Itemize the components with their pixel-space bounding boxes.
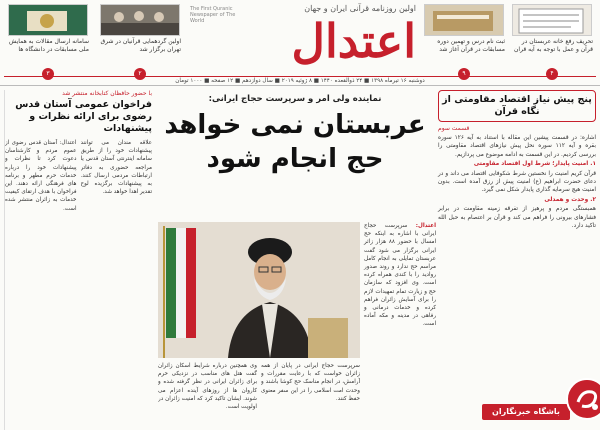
lead-story[interactable]	[156, 90, 434, 430]
lead-story-columns	[158, 362, 360, 428]
masthead	[0, 0, 600, 86]
story-lead: اعتدال:	[415, 223, 436, 229]
promo-thumbnail	[8, 4, 88, 36]
promo-caption: سامانه ارسال مقالات به همایش ملی مسابقات در دانشگاه ها	[8, 38, 89, 53]
newspaper-logo: اعتدال	[291, 14, 416, 68]
promo-image-icon	[424, 5, 503, 36]
article-kicker: با حضور حافظان کتابخانه منتشر شد	[62, 90, 152, 97]
article-paragraph: همبستگی مردم و پرهیز از تفرقه زمینه مقاومت در برابر فشارهای بیرونی را فراهم می کند و قرآن بر اعتصام به حبل الله تاکید دارد.	[438, 206, 596, 230]
promo-box[interactable]	[4, 4, 92, 80]
tagline-english: The First Quranic Newspaper of The World	[190, 6, 236, 24]
headline-line: عربستان نمی خواهد	[164, 110, 426, 140]
promo-box[interactable]	[96, 4, 184, 80]
promo-caption: اولین گردهمایی قرآنیان در شرق تهران برگزار شد	[100, 38, 181, 53]
promo-image-icon	[8, 5, 87, 36]
promo-box[interactable]	[420, 4, 508, 80]
article-subheading: ۱. امنیت پایدار؛ شرط اول اقتصاد مقاومتی	[473, 161, 596, 168]
headline-line: حج انجام شود	[206, 144, 384, 174]
story-body: سرپرست حجاج ایرانی با اشاره به اینکه حج امسال با حضور ۸۸ هزار زائر ایرانی برگزار می شود گفت عربستان تمایلی به انجام کامل مراسم حج ندارد و روند صدور روادید را با کندی همراه کرده است. وی افزود که سازمان حج و زیارت تمام تمهیدات لازم را برای آسایش زائران فراهم کرده و خدمات درمانی و رفاهی در مدینه و مکه آماده است.	[364, 223, 436, 328]
promo-caption: ثبت نام درس و تهمین دوره مسابقات در قرآن آغاز شد	[437, 38, 505, 53]
cleric-portrait-icon	[158, 222, 360, 358]
story-paragraph	[364, 222, 436, 329]
watermark-badge[interactable]	[482, 370, 598, 426]
promo-page-number: ۹	[458, 68, 470, 80]
article-author: قسمت سوم	[438, 125, 470, 132]
article-title: فراخوان عمومی آستان قدس رضوی برای ارائه نظرات و پیشنهادات	[15, 99, 152, 134]
promo-thumbnail	[424, 4, 504, 36]
article-title: پنج پیش نیاز اقتصاد مقاومتی از نگاه قرآن	[442, 94, 592, 117]
promo-caption: تحریف رفع خانه عربستان در قرآن و عمل با توجه به آیه قران	[514, 38, 593, 53]
promo-image-icon	[100, 5, 179, 36]
dateline: دوشنبه ۱۶ تیرماه ۱۳۹۸ ■ ۲۴ ذوالقعده ۱۴۴۰ ■ ۸ ژوئیه ۲۰۱۹ ■ سال دوازدهم ■ ۱۲ صفحه ■ ۱۰۰۰ تومان	[4, 76, 596, 85]
lead-headline	[156, 108, 434, 176]
badge-label: باشگاه خبرنگاران	[482, 404, 570, 420]
promo-image-icon	[512, 5, 591, 36]
article-column: علاقه مندان می توانند پیشنهادات خود را از طریق سامانه اینترنتی آستان قدس یا مراجعه حضوری به دفاتر ارتباطات مردمی ارسال کنند. به پیشنهادات برگزیده لوح تقدیر اهدا خواهد شد.	[80, 140, 152, 196]
promo-thumbnail	[100, 4, 180, 36]
article-subheading: ۲. وحدت و همدلی	[544, 196, 596, 203]
story-column: سرپرست حجاج ایرانی در پایان از همه زائران خواست که با رعایت مقررات و آرامش، در انجام مناسک حج کوشا باشند و وحدت امت اسلامی را در این سفر معنوی حفظ کنند.	[261, 363, 360, 402]
article-columns	[5, 139, 152, 403]
article-body	[438, 134, 596, 230]
promo-page-number: ۴	[546, 68, 558, 80]
lead-story-text	[364, 222, 436, 428]
promo-page-number: ۲	[134, 68, 146, 80]
promo-page-number: ۳	[42, 68, 54, 80]
lead-photo[interactable]	[158, 222, 360, 358]
logo-area[interactable]	[188, 4, 420, 76]
badge-logo-icon	[566, 378, 600, 420]
promo-box[interactable]	[508, 4, 596, 80]
article-paragraph: قرآن کریم امنیت را نخستین شرط شکوفایی اقتصاد می داند و در دعای حضرت ابراهیم (ع) امنیت پیش از رزق آمده است. بدون امنیت هیچ سرمایه گذاری پایدار شکل نمی گیرد.	[438, 170, 596, 194]
tagline: اولین روزنامه قرآنی ایران و جهان	[304, 4, 416, 13]
promo-thumbnail	[512, 4, 592, 36]
article-column: اعتدال: آستان قدس رضوی از عموم مردم و کارشناسان دعوت کرد تا نظرات و پیشنهادات خود را درباره خدمات حرم مطهر و برنامه های فرهنگی ارائه دهند. این فراخوان با هدف ارتقای کیفیت خدمات به زائران منتشر شده است.	[5, 140, 77, 212]
logo-mark-icon	[568, 380, 600, 418]
lead-supertitle: نماینده ولی امر و سرپرست حجاج ایرانی:	[208, 94, 382, 104]
left-column-article[interactable]	[4, 90, 152, 430]
story-column: وی همچنین درباره شرایط اسکان زائران گفت هتل های مناسب در نزدیکی حرم برای زائران ایرانی در نظر گرفته شده و کاروان ها از روزهای آینده اعزام می شوند. ایشان تاکید کرد که امنیت زائران در اولویت است.	[158, 363, 257, 411]
article-paragraph: اشاره: در قسمت پیشین این مقاله با استناد به آیه ۱۲۶ سوره بقره و آیه ۱۱۲ سوره نحل پیش نیازهای اقتصاد مقاومتی را بررسی کردیم. در این قسمت به ادامه موضوع می پردازیم.	[438, 135, 596, 158]
article-title-box	[438, 90, 596, 122]
